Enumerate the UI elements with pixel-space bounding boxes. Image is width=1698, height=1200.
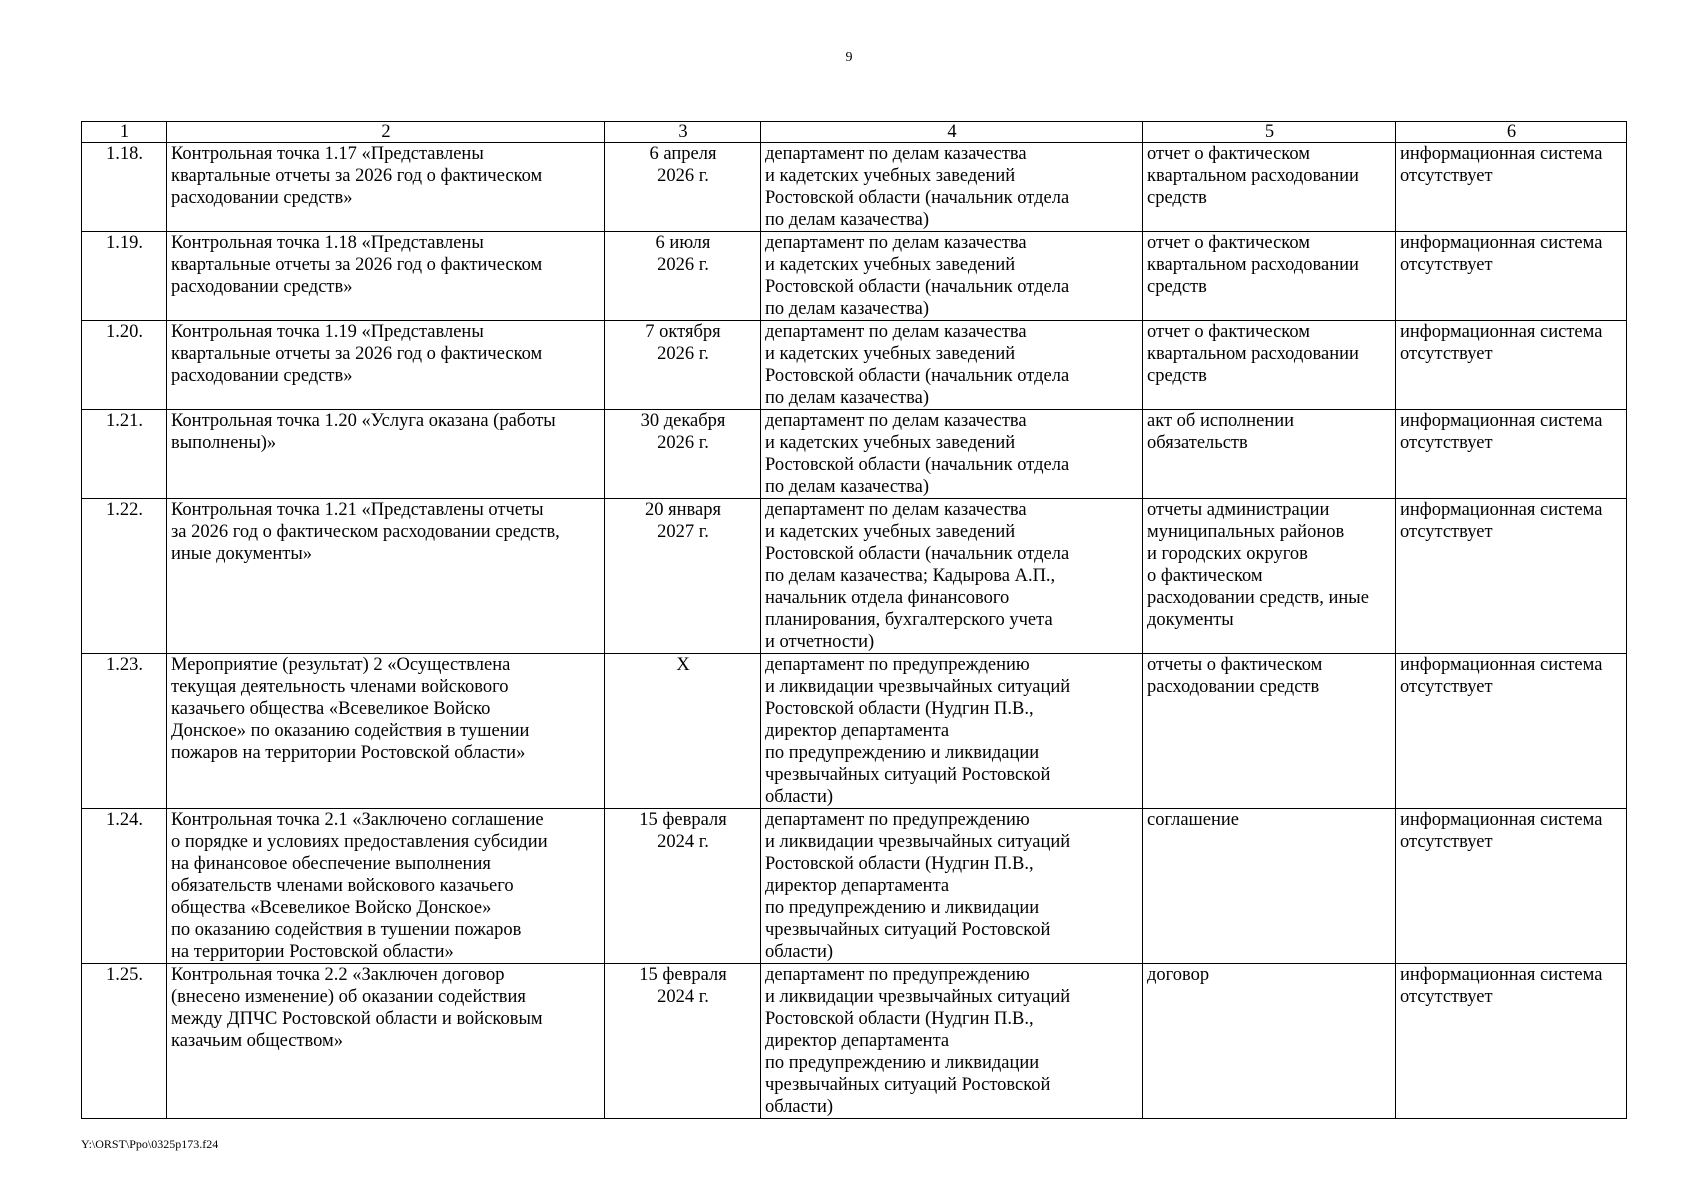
info-system-cell	[1396, 809, 1627, 964]
document-cell	[1143, 499, 1396, 654]
text-line: договор	[1147, 965, 1210, 985]
text-line: за 2026 год о фактическом расходовании средств,	[171, 522, 560, 542]
responsible-cell	[761, 499, 1143, 654]
text-line: средств	[1147, 277, 1207, 297]
responsible-cell	[761, 143, 1143, 232]
date-cell	[605, 809, 761, 964]
text-line: документы	[1147, 610, 1234, 630]
description-cell	[167, 321, 605, 410]
text-line: департамент по делам казачества	[765, 144, 1027, 164]
text-line: квартальном расходовании	[1147, 166, 1359, 186]
text-line: на финансовое обеспечение выполнения	[171, 854, 491, 874]
description-cell	[167, 964, 605, 1119]
date-cell	[605, 410, 761, 499]
column-header: 4	[761, 122, 1143, 143]
text-line: Мероприятие (результат) 2 «Осуществлена	[171, 655, 511, 675]
text-line: Контрольная точка 2.1 «Заключено соглашение	[171, 810, 544, 830]
text-line: квартальные отчеты за 2026 год о фактическом	[171, 344, 543, 364]
text-line: и кадетских учебных заведений	[765, 166, 1016, 186]
text-line: отчет о фактическом	[1147, 322, 1310, 342]
text-line: чрезвычайных ситуаций Ростовской	[765, 765, 1051, 785]
text-line: Ростовской области (начальник отдела	[765, 277, 1070, 297]
description-cell	[167, 499, 605, 654]
table-row	[82, 499, 1627, 654]
column-header: 6	[1396, 122, 1627, 143]
date-cell	[605, 143, 761, 232]
text-line: департамент по предупреждению	[765, 965, 1030, 985]
row-number-cell: 1.19.	[82, 232, 167, 321]
text-line: квартальные отчеты за 2026 год о фактическом	[171, 255, 543, 275]
text-line: иные документы»	[171, 544, 313, 564]
table-row	[82, 232, 1627, 321]
text-line: Ростовской области (Нудгин П.В.,	[765, 1009, 1034, 1029]
text-line: и кадетских учебных заведений	[765, 255, 1016, 275]
text-line: между ДПЧС Ростовской области и войсковым	[171, 1009, 543, 1029]
text-line: Контрольная точка 1.17 «Представлены	[171, 144, 484, 164]
text-line: информационная система	[1400, 322, 1603, 342]
text-line: 2024 г.	[657, 832, 709, 852]
page-number: 9	[845, 50, 853, 65]
text-line: о порядке и условиях предоставления субсидии	[171, 832, 548, 852]
text-line: по делам казачества)	[765, 210, 930, 230]
info-system-cell	[1396, 654, 1627, 809]
text-line: по предупреждению и ликвидации	[765, 743, 1040, 763]
text-line: казачьего общества «Всевеликое Войско	[171, 699, 491, 719]
responsible-cell	[761, 964, 1143, 1119]
text-line: департамент по делам казачества	[765, 233, 1027, 253]
responsible-cell	[761, 321, 1143, 410]
text-line: Контрольная точка 1.20 «Услуга оказана (работы	[171, 411, 556, 431]
text-line: области)	[765, 1097, 834, 1117]
column-header: 3	[605, 122, 761, 143]
plan-table	[81, 121, 1627, 1119]
text-line: 7 октября	[645, 322, 721, 342]
text-line: информационная система	[1400, 500, 1603, 520]
text-line: муниципальных районов	[1147, 522, 1345, 542]
column-header: 2	[167, 122, 605, 143]
responsible-cell	[761, 232, 1143, 321]
text-line: казачьим обществом»	[171, 1031, 344, 1051]
table-row	[82, 964, 1627, 1119]
table-row	[82, 143, 1627, 232]
text-line: средств	[1147, 366, 1207, 386]
text-line: 2027 г.	[657, 522, 709, 542]
text-line: на территории Ростовской области»	[171, 942, 454, 962]
text-line: квартальном расходовании	[1147, 344, 1359, 364]
text-line: выполнены)»	[171, 433, 277, 453]
text-line: 2026 г.	[657, 255, 709, 275]
document-cell	[1143, 232, 1396, 321]
info-system-cell	[1396, 964, 1627, 1119]
text-line: расходовании средств	[1147, 677, 1320, 697]
text-line: департамент по делам казачества	[765, 322, 1027, 342]
text-line: Контрольная точка 2.2 «Заключен договор	[171, 965, 505, 985]
info-system-cell	[1396, 410, 1627, 499]
text-line: обязательств членами войскового казачьего	[171, 876, 514, 896]
row-number-cell: 1.21.	[82, 410, 167, 499]
text-line: 15 февраля	[639, 965, 727, 985]
text-line: квартальные отчеты за 2026 год о фактическом	[171, 166, 543, 186]
description-cell	[167, 410, 605, 499]
text-line: по делам казачества)	[765, 299, 930, 319]
text-line: отсутствует	[1400, 832, 1493, 852]
text-line: и городских округов	[1147, 544, 1308, 564]
text-line: чрезвычайных ситуаций Ростовской	[765, 920, 1051, 940]
text-line: отсутствует	[1400, 255, 1493, 275]
text-line: Ростовской области (Нудгин П.В.,	[765, 854, 1034, 874]
text-line: Х	[676, 655, 690, 675]
text-line: расходовании средств»	[171, 277, 353, 297]
text-line: по делам казачества)	[765, 388, 930, 408]
text-line: 30 декабря	[640, 411, 726, 431]
text-line: по оказанию содействия в тушении пожаров	[171, 920, 522, 940]
info-system-cell	[1396, 232, 1627, 321]
text-line: и кадетских учебных заведений	[765, 522, 1016, 542]
text-line: отчеты о фактическом	[1147, 655, 1323, 675]
table-row	[82, 654, 1627, 809]
responsible-cell	[761, 809, 1143, 964]
table-row	[82, 410, 1627, 499]
document-cell	[1143, 410, 1396, 499]
date-cell	[605, 499, 761, 654]
text-line: информационная система	[1400, 655, 1603, 675]
text-line: средств	[1147, 188, 1207, 208]
text-line: текущая деятельность членами войскового	[171, 677, 509, 697]
text-line: информационная система	[1400, 965, 1603, 985]
text-line: по предупреждению и ликвидации	[765, 1053, 1040, 1073]
row-number-cell: 1.22.	[82, 499, 167, 654]
responsible-cell	[761, 410, 1143, 499]
date-cell	[605, 232, 761, 321]
text-line: Ростовской области (начальник отдела	[765, 366, 1070, 386]
text-line: планирования, бухгалтерского учета	[765, 610, 1053, 630]
text-line: 2024 г.	[657, 987, 709, 1007]
text-line: расходовании средств, иные	[1147, 588, 1369, 608]
info-system-cell	[1396, 499, 1627, 654]
table-header-row	[82, 122, 1627, 143]
text-line: отсутствует	[1400, 166, 1493, 186]
text-line: информационная система	[1400, 144, 1603, 164]
table-row	[82, 321, 1627, 410]
text-line: информационная система	[1400, 810, 1603, 830]
text-line: отчеты администрации	[1147, 500, 1330, 520]
text-line: Ростовской области (начальник отдела	[765, 544, 1070, 564]
text-line: департамент по делам казачества	[765, 411, 1027, 431]
document-cell	[1143, 964, 1396, 1119]
text-line: квартальном расходовании	[1147, 255, 1359, 275]
description-cell	[167, 143, 605, 232]
text-line: расходовании средств»	[171, 188, 353, 208]
text-line: 2026 г.	[657, 166, 709, 186]
responsible-cell	[761, 654, 1143, 809]
text-line: департамент по предупреждению	[765, 810, 1030, 830]
text-line: директор департамента	[765, 1031, 950, 1051]
text-line: Контрольная точка 1.18 «Представлены	[171, 233, 484, 253]
text-line: 20 января	[645, 500, 721, 520]
text-line: по делам казачества)	[765, 477, 930, 497]
text-line: директор департамента	[765, 876, 950, 896]
text-line: (внесено изменение) об оказании содействия	[171, 987, 526, 1007]
text-line: департамент по делам казачества	[765, 500, 1027, 520]
text-line: пожаров на территории Ростовской области»	[171, 743, 526, 763]
text-line: области)	[765, 942, 834, 962]
text-line: Ростовской области (Нудгин П.В.,	[765, 699, 1034, 719]
text-line: Ростовской области (начальник отдела	[765, 455, 1070, 475]
text-line: Ростовской области (начальник отдела	[765, 188, 1070, 208]
file-path-footer: Y:\ORST\Ppo\0325p173.f24	[81, 1137, 219, 1151]
column-header: 5	[1143, 122, 1396, 143]
text-line: и кадетских учебных заведений	[765, 433, 1016, 453]
text-line: департамент по предупреждению	[765, 655, 1030, 675]
text-line: акт об исполнении	[1147, 411, 1295, 431]
text-line: о фактическом	[1147, 566, 1263, 586]
row-number-cell: 1.23.	[82, 654, 167, 809]
text-line: отчет о фактическом	[1147, 144, 1310, 164]
table-row	[82, 809, 1627, 964]
row-number-cell: 1.18.	[82, 143, 167, 232]
text-line: отсутствует	[1400, 433, 1493, 453]
document-cell	[1143, 143, 1396, 232]
text-line: информационная система	[1400, 411, 1603, 431]
text-line: обязательств	[1147, 433, 1248, 453]
description-cell	[167, 809, 605, 964]
date-cell	[605, 321, 761, 410]
text-line: информационная система	[1400, 233, 1603, 253]
text-line: начальник отдела финансового	[765, 588, 1010, 608]
text-line: общества «Всевеликое Войско Донское»	[171, 898, 492, 918]
text-line: 6 июля	[655, 233, 711, 253]
row-number-cell: 1.25.	[82, 964, 167, 1119]
text-line: отсутствует	[1400, 677, 1493, 697]
info-system-cell	[1396, 321, 1627, 410]
date-cell	[605, 654, 761, 809]
text-line: расходовании средств»	[171, 366, 353, 386]
info-system-cell	[1396, 143, 1627, 232]
text-line: и ликвидации чрезвычайных ситуаций	[765, 987, 1071, 1007]
text-line: и ликвидации чрезвычайных ситуаций	[765, 832, 1071, 852]
document-cell	[1143, 321, 1396, 410]
document-cell	[1143, 654, 1396, 809]
text-line: и ликвидации чрезвычайных ситуаций	[765, 677, 1071, 697]
text-line: области)	[765, 787, 834, 807]
text-line: отчет о фактическом	[1147, 233, 1310, 253]
text-line: Донское» по оказанию содействия в тушении	[171, 721, 530, 741]
text-line: соглашение	[1147, 810, 1240, 830]
text-line: Контрольная точка 1.21 «Представлены отчеты	[171, 500, 544, 520]
text-line: и кадетских учебных заведений	[765, 344, 1016, 364]
text-line: по предупреждению и ликвидации	[765, 898, 1040, 918]
text-line: отсутствует	[1400, 987, 1493, 1007]
row-number-cell: 1.24.	[82, 809, 167, 964]
text-line: директор департамента	[765, 721, 950, 741]
description-cell	[167, 232, 605, 321]
text-line: Контрольная точка 1.19 «Представлены	[171, 322, 484, 342]
text-line: 6 апреля	[649, 144, 717, 164]
text-line: чрезвычайных ситуаций Ростовской	[765, 1075, 1051, 1095]
text-line: 15 февраля	[639, 810, 727, 830]
description-cell	[167, 654, 605, 809]
text-line: по делам казачества; Кадырова А.П.,	[765, 566, 1056, 586]
date-cell	[605, 964, 761, 1119]
text-line: 2026 г.	[657, 433, 709, 453]
column-header: 1	[82, 122, 167, 143]
text-line: и отчетности)	[765, 632, 875, 652]
text-line: отсутствует	[1400, 522, 1493, 542]
document-cell	[1143, 809, 1396, 964]
text-line: 2026 г.	[657, 344, 709, 364]
text-line: отсутствует	[1400, 344, 1493, 364]
row-number-cell: 1.20.	[82, 321, 167, 410]
